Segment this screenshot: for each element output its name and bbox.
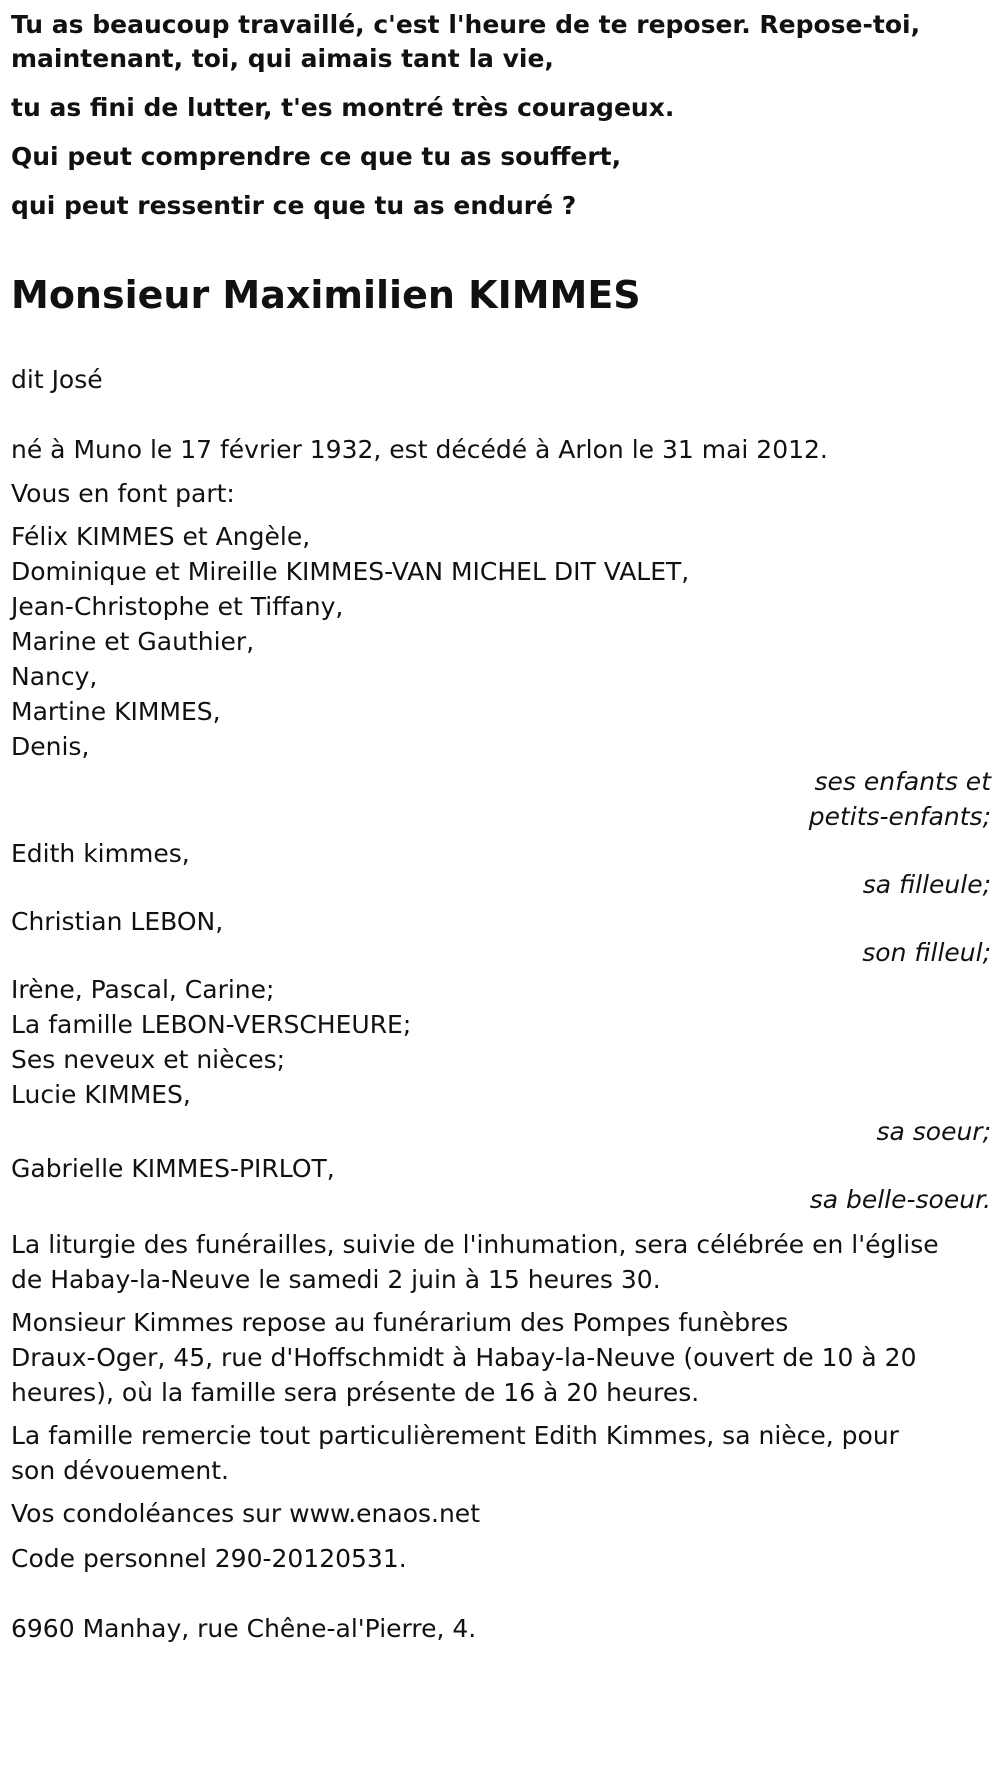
sister-name: Lucie KIMMES, — [11, 1080, 191, 1109]
goddaughter-role: sa filleule; — [862, 870, 991, 899]
obituary-body — [11, 360, 991, 1646]
nickname: dit José — [11, 365, 103, 394]
list-item: Ses neveux et nièces; — [11, 1045, 286, 1074]
poem-line: qui peut ressentir ce que tu as enduré ? — [11, 191, 577, 220]
relations — [11, 836, 991, 1217]
list-item: La famille LEBON-VERSCHEURE; — [11, 1010, 412, 1039]
rest-text: Draux-Oger, 45, rue d'Hoffschmidt à Habay-la-Neuve (ouvert de 10 à 20 — [11, 1343, 917, 1372]
poem-line: tu as fini de lutter, t'es montré très courageux. — [11, 93, 675, 122]
godson-name: Christian LEBON, — [11, 907, 224, 936]
poem — [11, 8, 991, 223]
list-item: Martine KIMMES, — [11, 697, 221, 726]
announce-intro: Vous en font part: — [11, 479, 235, 508]
list-item: Jean-Christophe et Tiffany, — [11, 592, 344, 621]
list-item: Denis, — [11, 732, 90, 761]
list-item: Nancy, — [11, 662, 98, 691]
sister-role: sa soeur; — [876, 1117, 991, 1146]
rest-text: Monsieur Kimmes repose au funérarium des Pompes funèbres — [11, 1308, 789, 1337]
obituary-page — [11, 0, 991, 1643]
liturgy-text: de Habay-la-Neuve le samedi 2 juin à 15 heures 30. — [11, 1265, 661, 1294]
list-item: Marine et Gauthier, — [11, 627, 255, 656]
poem-line: Tu as beaucoup travaillé, c'est l'heure de te reposer. Repose-toi, — [11, 10, 921, 39]
poem-line: maintenant, toi, qui aimais tant la vie, — [11, 44, 554, 73]
goddaughter-name: Edith kimmes, — [11, 839, 190, 868]
sisterinlaw-role: sa belle-soeur. — [809, 1185, 991, 1214]
birth-death: né à Muno le 17 février 1932, est décédé à Arlon le 31 mai 2012. — [11, 435, 828, 464]
children-role: ses enfants et — [814, 767, 991, 796]
godson-role: son filleul; — [862, 938, 991, 967]
deceased-name: Monsieur Maximilien KIMMES — [11, 273, 641, 317]
address: 6960 Manhay, rue Chêne-al'Pierre, 4. — [11, 1614, 477, 1643]
poem-line: Qui peut comprendre ce que tu as souffert, — [11, 142, 622, 171]
thanks-text: La famille remercie tout particulièrement Edith Kimmes, sa nièce, pour — [11, 1421, 899, 1450]
list-item: Félix KIMMES et Angèle, — [11, 522, 311, 551]
children-role: petits-enfants; — [808, 802, 991, 831]
personal-code: Code personnel 290-20120531. — [11, 1544, 407, 1573]
liturgy-text: La liturgie des funérailles, suivie de l'inhumation, sera célébrée en l'église — [11, 1230, 939, 1259]
children-list — [11, 519, 991, 834]
sisterinlaw-name: Gabrielle KIMMES-PIRLOT, — [11, 1154, 335, 1183]
thanks-text: son dévouement. — [11, 1456, 230, 1485]
list-item: Irène, Pascal, Carine; — [11, 975, 275, 1004]
rest-text: heures), où la famille sera présente de 16 à 20 heures. — [11, 1378, 700, 1407]
condolences-text: Vos condoléances sur www.enaos.net — [11, 1499, 480, 1528]
funeral-info — [11, 1227, 991, 1646]
list-item: Dominique et Mireille KIMMES-VAN MICHEL DIT VALET, — [11, 557, 690, 586]
